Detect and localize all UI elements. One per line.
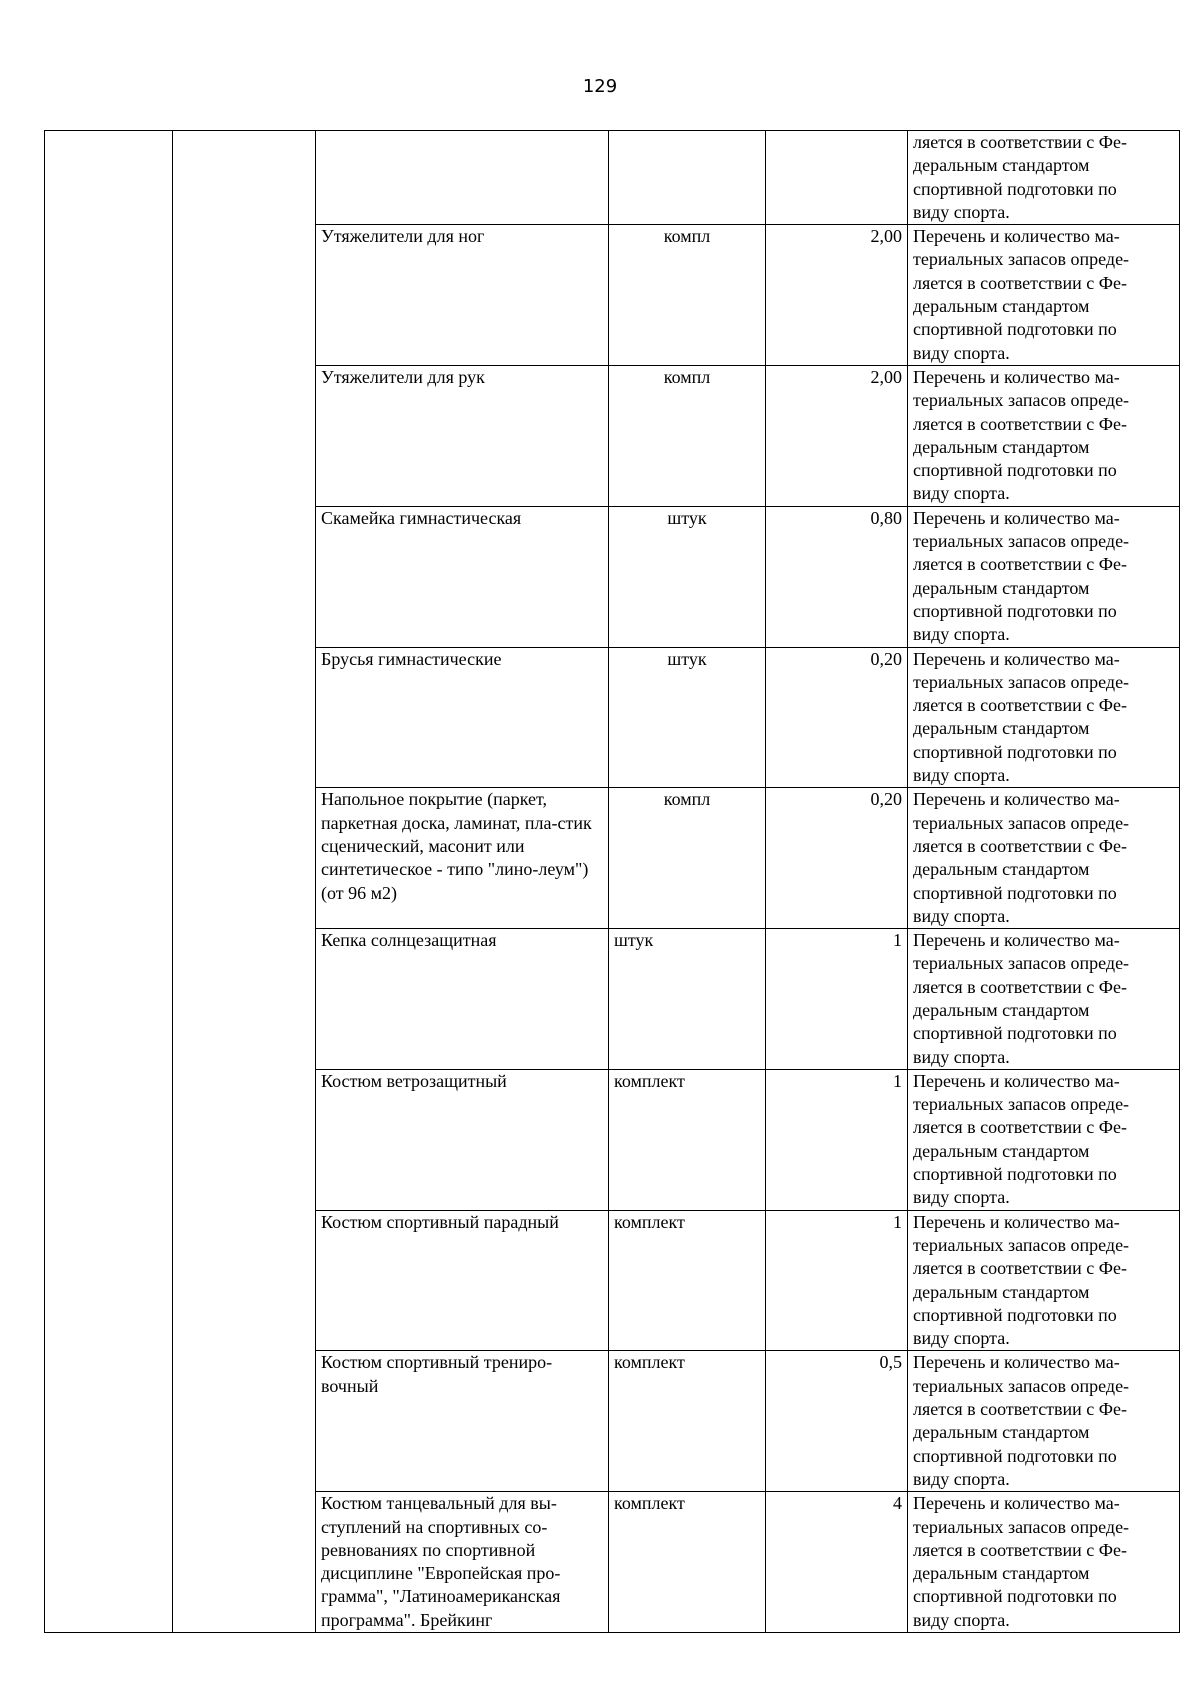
item-name-cell: Костюм спортивный парадный	[316, 1210, 609, 1351]
note-line: териальных запасов опреде-	[913, 1094, 1130, 1115]
note-line: деральным стандартом	[913, 718, 1090, 739]
item-name-cell: Утяжелители для ног	[316, 225, 609, 366]
note-line: виду спорта.	[913, 624, 1010, 645]
note-line: виду спорта.	[913, 1187, 1010, 1208]
note-line: териальных запасов опреде-	[913, 1375, 1130, 1396]
note-line: териальных запасов опреде-	[913, 1234, 1130, 1255]
quantity-cell: 0,20	[766, 647, 908, 788]
page-number: 129	[582, 76, 618, 97]
note-line: деральным стандартом	[913, 577, 1090, 598]
note-line: ляется в соответствии с Фе-	[913, 1399, 1128, 1420]
note-line: териальных запасов опреде-	[913, 1516, 1130, 1537]
item-name-cell: Утяжелители для рук	[316, 365, 609, 506]
note-cell	[908, 506, 1180, 647]
note-line: Перечень и количество ма-	[913, 1493, 1120, 1514]
note-cell	[908, 1210, 1180, 1351]
item-name-cell: Кепка солнцезащитная	[316, 929, 609, 1070]
quantity-cell: 2,00	[766, 365, 908, 506]
note-cell	[908, 1492, 1180, 1633]
unit-cell: компл	[609, 365, 766, 506]
note-line: виду спорта.	[913, 483, 1010, 504]
note-line: Перечень и количество ма-	[913, 1211, 1120, 1232]
quantity-cell: 1	[766, 1210, 908, 1351]
unit-cell: штук	[609, 506, 766, 647]
subgroup-cell	[173, 131, 316, 1633]
note-line: спортивной подготовки по	[913, 319, 1117, 340]
item-name-cell: Костюм ветрозащитный	[316, 1069, 609, 1210]
note-line: териальных запасов опреде-	[913, 390, 1130, 411]
item-name-cell: Напольное покрытие (паркет, паркетная доска, ламинат, пла-стик сценический, масонит или синтетическое - типо "лино-леум") (от 96 м2)	[316, 788, 609, 929]
note-line: Перечень и количество ма-	[913, 366, 1120, 387]
note-line: териальных запасов опреде-	[913, 249, 1130, 270]
unit-cell: комплект	[609, 1492, 766, 1633]
note-line: ляется в соответствии с Фе-	[913, 132, 1128, 152]
quantity-cell: 1	[766, 929, 908, 1070]
note-line: ляется в соответствии с Фе-	[913, 413, 1128, 434]
note-line: Перечень и количество ма-	[913, 1070, 1120, 1091]
note-line: спортивной подготовки по	[913, 1586, 1117, 1607]
note-cell	[908, 225, 1180, 366]
note-line: Перечень и количество ма-	[913, 648, 1120, 669]
note-line: ляется в соответствии с Фе-	[913, 272, 1128, 293]
note-line: деральным стандартом	[913, 1140, 1090, 1161]
quantity-cell: 0,5	[766, 1351, 908, 1492]
note-cell	[908, 1069, 1180, 1210]
note-line: деральным стандартом	[913, 1422, 1090, 1443]
note-line: виду спорта.	[913, 342, 1010, 363]
note-line: деральным стандартом	[913, 1281, 1090, 1302]
item-name-cell: Скамейка гимнастическая	[316, 506, 609, 647]
note-line: спортивной подготовки по	[913, 1304, 1117, 1325]
note-cell	[908, 788, 1180, 929]
note-line: ляется в соответствии с Фе-	[913, 1117, 1128, 1138]
item-name-cell	[316, 131, 609, 225]
note-line: спортивной подготовки по	[913, 1445, 1117, 1466]
unit-cell: комплект	[609, 1069, 766, 1210]
note-line: спортивной подготовки по	[913, 1023, 1117, 1044]
unit-cell: комплект	[609, 1210, 766, 1351]
group-cell	[45, 131, 173, 1633]
note-line: спортивной подготовки по	[913, 600, 1117, 621]
note-cell	[908, 365, 1180, 506]
note-line: териальных запасов опреде-	[913, 671, 1130, 692]
note-line: Перечень и количество ма-	[913, 507, 1120, 528]
quantity-cell	[766, 131, 908, 225]
note-line: териальных запасов опреде-	[913, 812, 1130, 833]
note-line: виду спорта.	[913, 1609, 1010, 1630]
note-line: спортивной подготовки по	[913, 741, 1117, 762]
note-line: ляется в соответствии с Фе-	[913, 976, 1128, 997]
table-row	[45, 131, 1180, 225]
note-line: деральным стандартом	[913, 155, 1090, 176]
note-line: ляется в соответствии с Фе-	[913, 1258, 1128, 1279]
quantity-cell: 2,00	[766, 225, 908, 366]
note-cell	[908, 131, 1180, 225]
note-line: деральным стандартом	[913, 436, 1090, 457]
note-line: виду спорта.	[913, 765, 1010, 786]
quantity-cell: 1	[766, 1069, 908, 1210]
note-cell	[908, 1351, 1180, 1492]
note-line: спортивной подготовки по	[913, 460, 1117, 481]
note-line: Перечень и количество ма-	[913, 930, 1120, 951]
equipment-table	[44, 130, 1180, 1633]
note-line: териальных запасов опреде-	[913, 953, 1130, 974]
note-line: Перечень и количество ма-	[913, 226, 1120, 247]
quantity-cell: 0,80	[766, 506, 908, 647]
item-name-cell: Костюм спортивный трениро-вочный	[316, 1351, 609, 1492]
note-line: виду спорта.	[913, 1328, 1010, 1349]
note-line: виду спорта.	[913, 1046, 1010, 1067]
note-line: спортивной подготовки по	[913, 1164, 1117, 1185]
note-line: ляется в соответствии с Фе-	[913, 1539, 1128, 1560]
note-line: ляется в соответствии с Фе-	[913, 554, 1128, 575]
note-line: спортивной подготовки по	[913, 882, 1117, 903]
note-line: виду спорта.	[913, 201, 1010, 222]
note-line: виду спорта.	[913, 905, 1010, 926]
quantity-cell: 0,20	[766, 788, 908, 929]
item-name-cell: Брусья гимнастические	[316, 647, 609, 788]
note-cell	[908, 647, 1180, 788]
note-cell	[908, 929, 1180, 1070]
unit-cell: штук	[609, 647, 766, 788]
note-line: виду спорта.	[913, 1468, 1010, 1489]
note-line: деральным стандартом	[913, 296, 1090, 317]
note-line: деральным стандартом	[913, 1563, 1090, 1584]
unit-cell	[609, 131, 766, 225]
quantity-cell: 4	[766, 1492, 908, 1633]
note-line: териальных запасов опреде-	[913, 531, 1130, 552]
note-line: Перечень и количество ма-	[913, 1352, 1120, 1373]
note-line: деральным стандартом	[913, 859, 1090, 880]
item-name-cell: Костюм танцевальный для вы-ступлений на спортивных со-ревнованиях по спортивной дисциплине "Европейская про-грамма", "Латиноамериканская программа". Брейкинг	[316, 1492, 609, 1633]
note-line: спортивной подготовки по	[913, 178, 1117, 199]
unit-cell: штук	[609, 929, 766, 1070]
unit-cell: компл	[609, 788, 766, 929]
note-line: ляется в соответствии с Фе-	[913, 835, 1128, 856]
note-line: деральным стандартом	[913, 999, 1090, 1020]
note-line: Перечень и количество ма-	[913, 789, 1120, 810]
unit-cell: комплект	[609, 1351, 766, 1492]
unit-cell: компл	[609, 225, 766, 366]
note-line: ляется в соответствии с Фе-	[913, 695, 1128, 716]
